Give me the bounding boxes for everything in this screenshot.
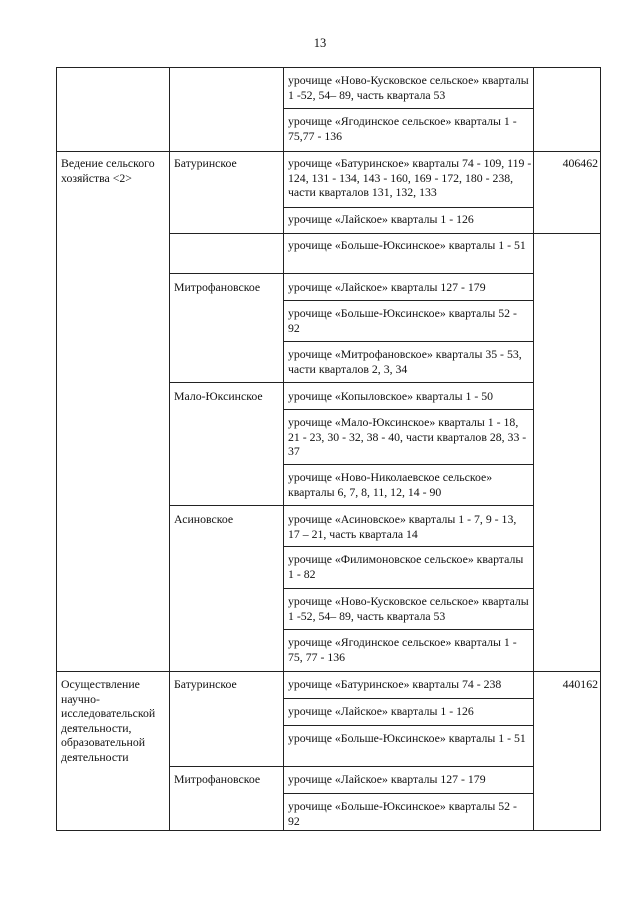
- tract-cell: урочище «Лайское» кварталы 1 - 126: [288, 212, 474, 226]
- activity-cell: Ведение сельского хозяйства <2>: [61, 156, 155, 185]
- tract-cell: урочище «Ново-Николаевское сельское» кварталы 6, 7, 8, 11, 12, 14 - 90: [288, 470, 493, 499]
- page-number: 13: [313, 36, 327, 50]
- district-cell: Батуринское: [174, 156, 237, 170]
- district-cell: Митрофановское: [174, 280, 261, 294]
- tract-cell: урочище «Копыловское» кварталы 1 - 50: [288, 389, 494, 403]
- district-cell: Митрофановское: [174, 772, 261, 786]
- tract-cell: урочище «Ново-Кусковское сельское» кварталы 1 -52, 54– 89, часть квартала 53: [288, 594, 529, 623]
- tract-cell: урочище «Филимоновское сельское» кварталы 1 - 82: [288, 552, 524, 581]
- tract-cell: урочище «Батуринское» кварталы 74 - 109, 119 - 124, 131 - 134, 143 - 160, 169 - 172, 180 - 238, части кварталов 131, 132, 133: [288, 156, 532, 200]
- tract-cell: урочище «Больше-Юксинское» кварталы 52 - 92: [288, 306, 517, 335]
- area-cell: 440162: [562, 677, 598, 691]
- district-cell: Мало-Юксинское: [174, 389, 263, 403]
- tract-cell: урочище «Ново-Кусковское сельское» кварталы 1 -52, 54– 89, часть квартала 53: [288, 73, 529, 102]
- tract-cell: урочище «Больше-Юксинское» кварталы 52 - 92: [288, 799, 517, 828]
- tract-cell: урочище «Батуринское» кварталы 74 - 238: [288, 677, 502, 691]
- tract-cell: урочище «Лайское» кварталы 127 - 179: [288, 280, 486, 294]
- tract-cell: урочище «Лайское» кварталы 127 - 179: [288, 772, 486, 786]
- tract-cell: урочище «Ягодинское сельское» кварталы 1 - 75, 77 - 136: [288, 635, 517, 664]
- activity-cell: Осуществление научно-исследовательской деятельности, образовательной деятельности: [61, 677, 156, 764]
- tract-cell: урочище «Асиновское» кварталы 1 - 7, 9 - 13, 17 – 21, часть квартала 14: [288, 512, 517, 541]
- tract-cell: урочище «Лайское» кварталы 1 - 126: [288, 704, 474, 718]
- tract-cell: урочище «Ягодинское сельское» кварталы 1 - 75,77 - 136: [288, 114, 517, 143]
- tract-cell: урочище «Митрофановское» кварталы 35 - 53, части кварталов 2, 3, 34: [288, 347, 522, 376]
- tract-cell: урочище «Мало-Юксинское» кварталы 1 - 18, 21 - 23, 30 - 32, 38 - 40, части кварталов 28, 33 - 37: [288, 415, 527, 459]
- tract-cell: урочище «Больше-Юксинское» кварталы 1 - 51: [288, 238, 526, 252]
- district-cell: Асиновское: [174, 512, 234, 526]
- area-cell: 406462: [562, 156, 598, 170]
- tract-cell: урочище «Больше-Юксинское» кварталы 1 - 51: [288, 731, 526, 745]
- district-cell: Батуринское: [174, 677, 237, 691]
